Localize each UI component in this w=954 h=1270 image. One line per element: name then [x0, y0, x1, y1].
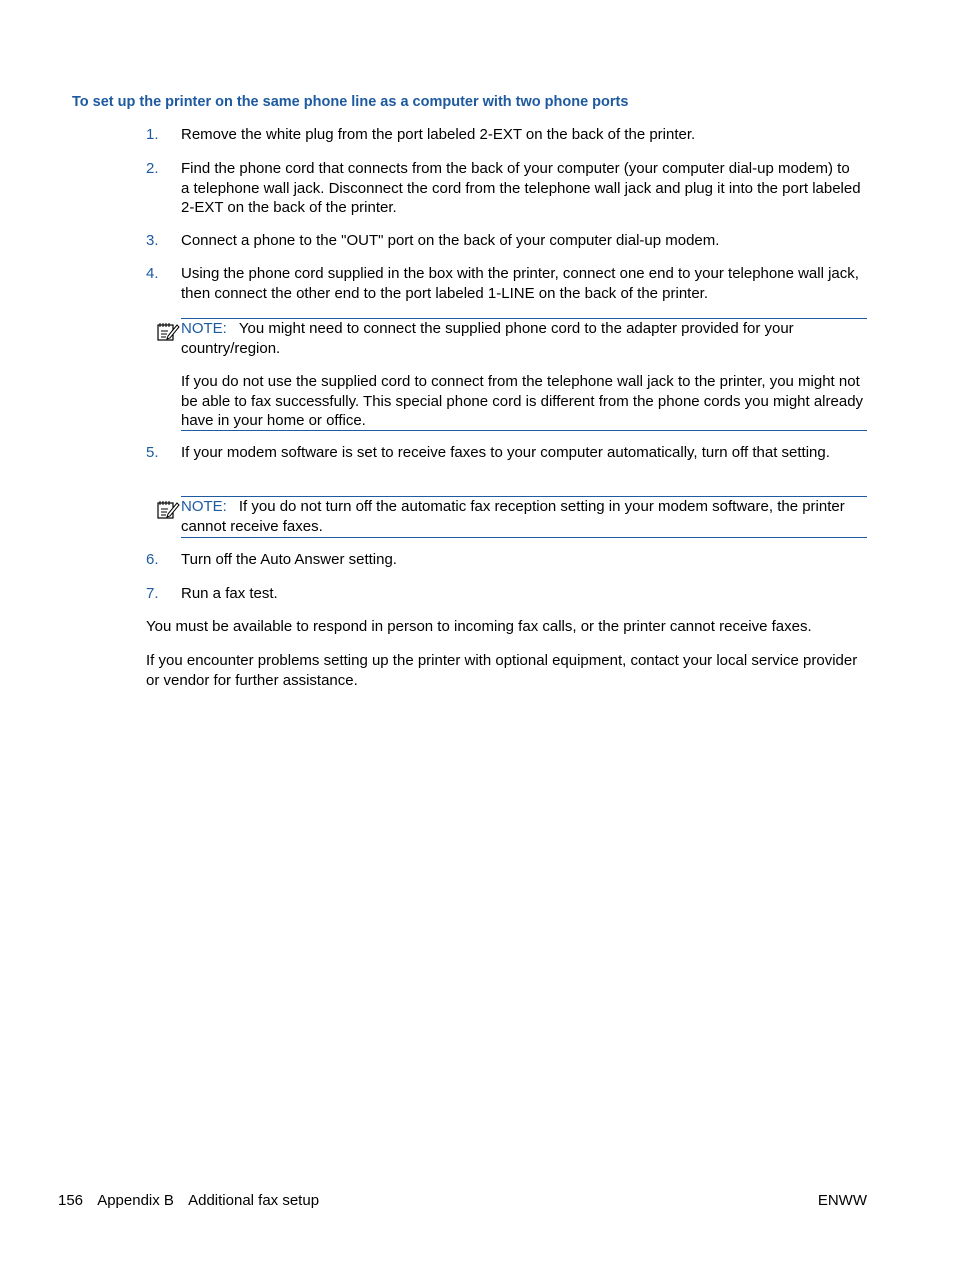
note-label: NOTE:: [181, 498, 227, 515]
step-number: 2.: [146, 160, 159, 177]
step-number: 1.: [146, 126, 159, 143]
step-number: 4.: [146, 265, 159, 282]
step-text-before: Turn off the: [181, 551, 261, 568]
footer-title: Additional fax setup: [188, 1192, 320, 1209]
step-text: Remove the white plug from the port labeled 2-EXT on the back of the printer.: [181, 126, 696, 143]
step-number: 3.: [146, 232, 159, 249]
note-extra-text: If you do not use the supplied cord to connect from the telephone wall jack to the printer, you might not be able to fax successfully. This special phone cord is different from the phone cords you might already have in your home or office.: [181, 373, 864, 429]
note-box: [181, 496, 867, 538]
note-body: You might need to connect the supplied phone cord to the adapter provided for your country/region.: [181, 320, 794, 357]
note-body: If you do not turn off the automatic fax reception setting in your modem software, the printer cannot receive faxes.: [181, 498, 845, 535]
footer-locale: ENWW: [817, 1192, 867, 1209]
step-text: Run a fax test.: [181, 585, 278, 602]
footer-section: Appendix B: [97, 1192, 174, 1209]
step-number: 5.: [146, 444, 159, 461]
note-text: [181, 319, 867, 358]
step-text: Connect a phone to the "OUT" port on the back of your computer dial-up modem.: [181, 232, 720, 249]
step-text: [181, 550, 861, 570]
step-text-after: setting.: [344, 551, 397, 568]
note-box: [181, 318, 867, 431]
step-text: If your modem software is set to receive faxes to your computer automatically, turn off that setting.: [181, 444, 830, 461]
availability-paragraph: You must be available to respond in person to incoming fax calls, or the printer cannot receive faxes.: [146, 618, 812, 635]
step-text: Using the phone cord supplied in the box with the printer, connect one end to your telephone wall jack, then connect the other end to the port labeled 1-LINE on the back of the printer.: [181, 265, 859, 302]
page-number: 156: [58, 1192, 84, 1209]
note-text: [181, 497, 867, 536]
step-number: 6.: [146, 551, 159, 568]
note-pad-icon: [156, 498, 180, 520]
page-footer-left: [58, 1191, 319, 1211]
assistance-paragraph: If you encounter problems setting up the printer with optional equipment, contact your local service provider or vendor for further assistance.: [146, 652, 858, 689]
auto-answer-term: Auto Answer: [260, 551, 345, 568]
note-pad-icon: [156, 320, 180, 342]
note-label: NOTE:: [181, 320, 227, 337]
section-heading: To set up the printer on the same phone line as a computer with two phone ports: [72, 94, 629, 110]
step-text: Find the phone cord that connects from the back of your computer (your computer dial-up modem) to a telephone wall jack. Disconnect the cord from the telephone wall jack and plug it into the port labeled 2-EXT on the back of the printer.: [181, 160, 861, 216]
step-number: 7.: [146, 585, 159, 602]
